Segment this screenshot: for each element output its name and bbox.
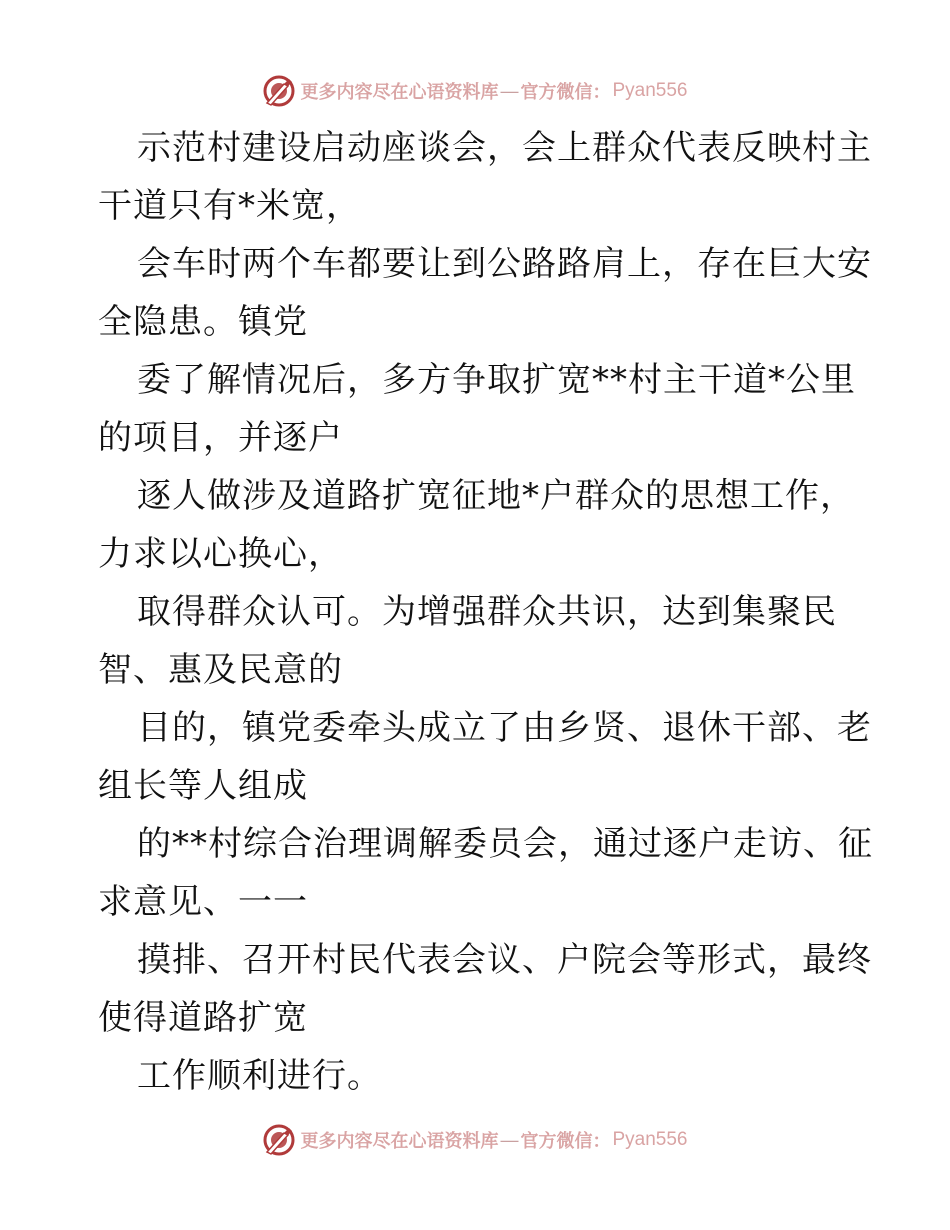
watermark-main-text: 更多内容尽在心语资料库 (300, 1131, 499, 1152)
body-line: 求意见、一一 (98, 882, 308, 922)
body-line: 示范村建设启动座谈会，会上群众代表反映村主 (137, 128, 872, 168)
body-line: 委了解情况后，多方争取扩宽**村主干道*公里 (137, 360, 856, 400)
seal-pen-logo-icon (262, 1123, 296, 1157)
body-line: 的项目，并逐户 (98, 418, 343, 458)
watermark-wechat-id: Pyan556 (612, 80, 688, 101)
watermark-main-text: 更多内容尽在心语资料库 (300, 82, 499, 103)
watermark-separator: — (500, 80, 519, 101)
body-line: 全隐患。镇党 (98, 302, 308, 342)
body-line: 摸排、召开村民代表会议、户院会等形式，最终 (137, 940, 872, 980)
body-line: 组长等人组成 (98, 766, 308, 806)
watermark-wechat-label: 官方微信： (520, 1131, 611, 1152)
body-line: 目的，镇党委牵头成立了由乡贤、退休干部、老 (137, 708, 872, 748)
body-line: 取得群众认可。为增强群众共识，达到集聚民 (137, 592, 837, 632)
body-line: 使得道路扩宽 (98, 998, 308, 1038)
body-line: 逐人做涉及道路扩宽征地*户群众的思想工作， (137, 476, 855, 516)
body-line: 力求以心换心， (98, 534, 343, 574)
seal-pen-logo-icon (262, 74, 296, 108)
watermark-footer (0, 1120, 950, 1160)
watermark-wechat-label: 官方微信： (520, 82, 611, 103)
body-line: 智、惠及民意的 (98, 650, 343, 690)
watermark-header (0, 71, 950, 111)
body-line: 的**村综合治理调解委员会，通过逐户走访、征 (137, 824, 873, 864)
body-line: 干道只有*米宽， (98, 186, 361, 226)
body-line: 会车时两个车都要让到公路路肩上，存在巨大安 (137, 244, 872, 284)
watermark-separator: — (500, 1129, 519, 1150)
body-line: 工作顺利进行。 (137, 1056, 382, 1096)
watermark-wechat-id: Pyan556 (612, 1129, 688, 1150)
